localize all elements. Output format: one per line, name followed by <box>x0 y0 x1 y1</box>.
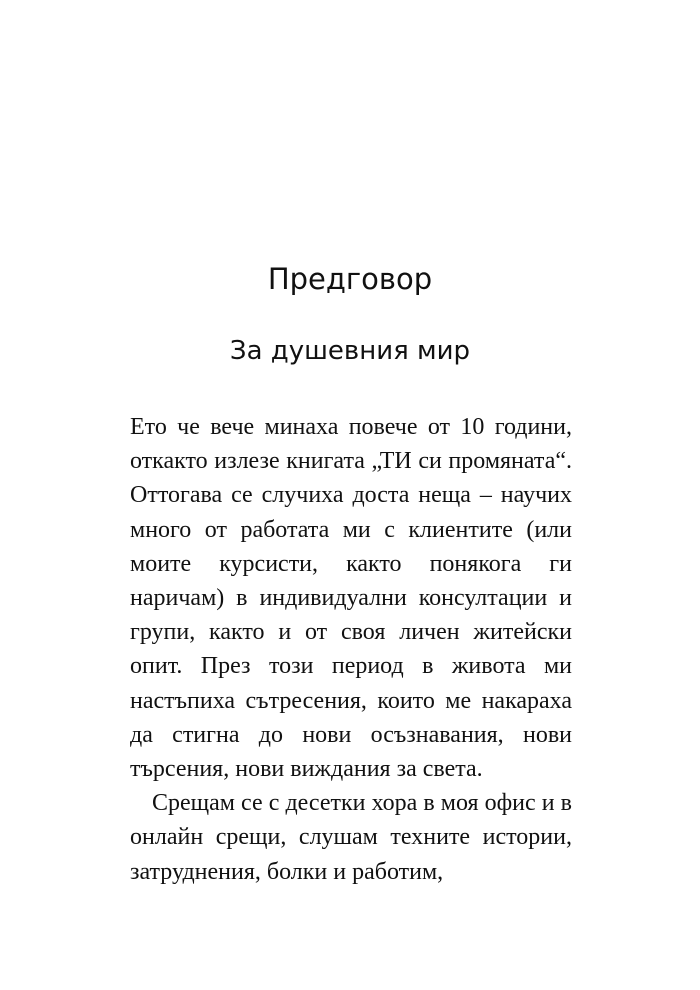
paragraph: Срещам се с десетки хора в моя офис и в онлайн срещи, слушам техните истории, затруднения, болки и работим, <box>130 790 572 885</box>
paragraph: Ето че вече минаха повече от 10 години, откакто излезе книгата „ТИ си промяната“. Оттогава се случиха доста неща – научих много от работата ми с клиентите (или моите курсисти, както понякога ги наричам) в индивидуални консултации и групи, както и от своя личен житейски опит. През този период в живота ми настъпиха сътресения, които ме накараха да стигна до нови осъзнавания, нови търсения, нови виждания за света. <box>130 414 572 783</box>
chapter-subtitle: За душевния мир <box>229 336 471 366</box>
body-text <box>130 410 572 889</box>
chapter-title: Предговор <box>267 262 433 296</box>
